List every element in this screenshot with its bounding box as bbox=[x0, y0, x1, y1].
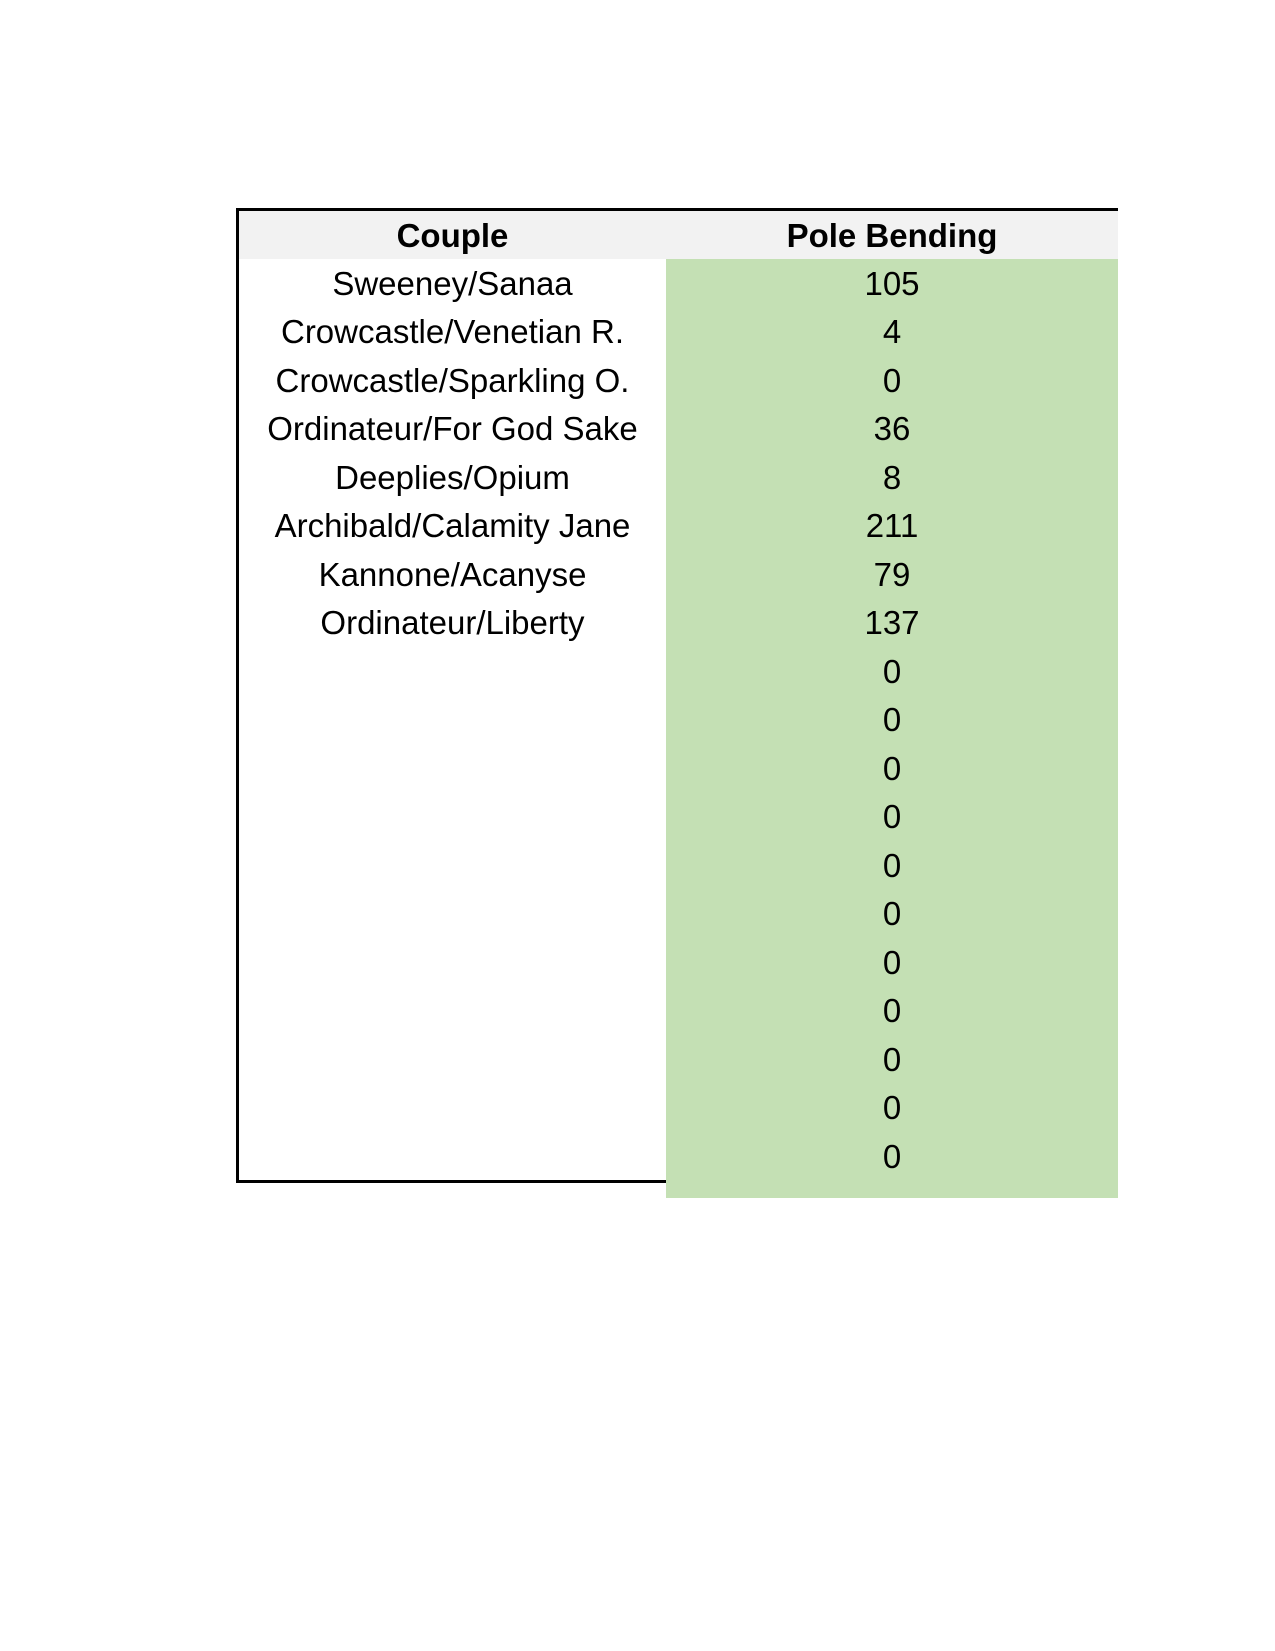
couple-cell: Deeplies/Opium bbox=[335, 458, 570, 496]
table-row bbox=[239, 744, 1118, 793]
couple-cell bbox=[239, 696, 666, 745]
table-row bbox=[239, 938, 1118, 987]
table-row bbox=[239, 696, 1118, 745]
table-row bbox=[239, 841, 1118, 890]
couple-cell bbox=[239, 1132, 666, 1181]
couple-cell: Crowcastle/Venetian R. bbox=[280, 313, 624, 351]
table-tail bbox=[239, 1181, 1118, 1198]
pole-bending-cell: 8 bbox=[666, 453, 1118, 502]
table-header-row bbox=[239, 211, 1118, 259]
table-row bbox=[239, 890, 1118, 939]
couple-cell: Sweeney/Sanaa bbox=[332, 264, 573, 302]
couple-cell bbox=[239, 987, 666, 1036]
couple-cell bbox=[239, 890, 666, 939]
pole-bending-cell: 0 bbox=[666, 841, 1118, 890]
table-row bbox=[239, 1035, 1118, 1084]
pole-bending-cell: 0 bbox=[666, 1084, 1118, 1133]
couple-cell bbox=[239, 1035, 666, 1084]
pole-bending-cell: 0 bbox=[666, 744, 1118, 793]
scores-table bbox=[236, 208, 1118, 1183]
couple-cell bbox=[239, 647, 666, 696]
table-row bbox=[239, 987, 1118, 1036]
pole-bending-cell: 0 bbox=[666, 793, 1118, 842]
pole-bending-cell: 4 bbox=[666, 308, 1118, 357]
table-row bbox=[239, 550, 1118, 599]
table-row bbox=[239, 647, 1118, 696]
table-row bbox=[239, 259, 1118, 308]
table-row bbox=[239, 453, 1118, 502]
couple-cell bbox=[239, 841, 666, 890]
pole-bending-cell: 36 bbox=[666, 405, 1118, 454]
tail-couple-cell bbox=[239, 1181, 666, 1198]
pole-bending-cell: 0 bbox=[666, 1035, 1118, 1084]
pole-bending-cell: 79 bbox=[666, 550, 1118, 599]
table-row bbox=[239, 1132, 1118, 1181]
couple-cell: Ordinateur/For God Sake bbox=[267, 410, 638, 448]
header-couple: Couple bbox=[396, 216, 509, 254]
pole-bending-cell: 105 bbox=[666, 259, 1118, 308]
table-row bbox=[239, 308, 1118, 357]
couple-cell: Crowcastle/Sparkling O. bbox=[275, 361, 630, 399]
couple-cell: Kannone/Acanyse bbox=[318, 555, 587, 593]
pole-bending-cell: 0 bbox=[666, 1132, 1118, 1181]
couple-cell bbox=[239, 793, 666, 842]
pole-bending-cell: 0 bbox=[666, 647, 1118, 696]
pole-bending-cell: 137 bbox=[666, 599, 1118, 648]
table-row bbox=[239, 356, 1118, 405]
couple-cell bbox=[239, 744, 666, 793]
table-row bbox=[239, 502, 1118, 551]
couple-cell bbox=[239, 1084, 666, 1133]
tail-score-cell bbox=[666, 1181, 1118, 1198]
couple-cell: Ordinateur/Liberty bbox=[320, 604, 585, 642]
table-row bbox=[239, 793, 1118, 842]
table-row bbox=[239, 599, 1118, 648]
pole-bending-cell: 0 bbox=[666, 890, 1118, 939]
table-body bbox=[239, 259, 1118, 1181]
pole-bending-cell: 0 bbox=[666, 696, 1118, 745]
pole-bending-cell: 211 bbox=[666, 502, 1118, 551]
table-row bbox=[239, 1084, 1118, 1133]
couple-cell: Archibald/Calamity Jane bbox=[274, 507, 631, 545]
table-row bbox=[239, 405, 1118, 454]
pole-bending-cell: 0 bbox=[666, 987, 1118, 1036]
couple-cell bbox=[239, 938, 666, 987]
pole-bending-cell: 0 bbox=[666, 356, 1118, 405]
header-pole-bending: Pole Bending bbox=[786, 216, 998, 254]
pole-bending-cell: 0 bbox=[666, 938, 1118, 987]
